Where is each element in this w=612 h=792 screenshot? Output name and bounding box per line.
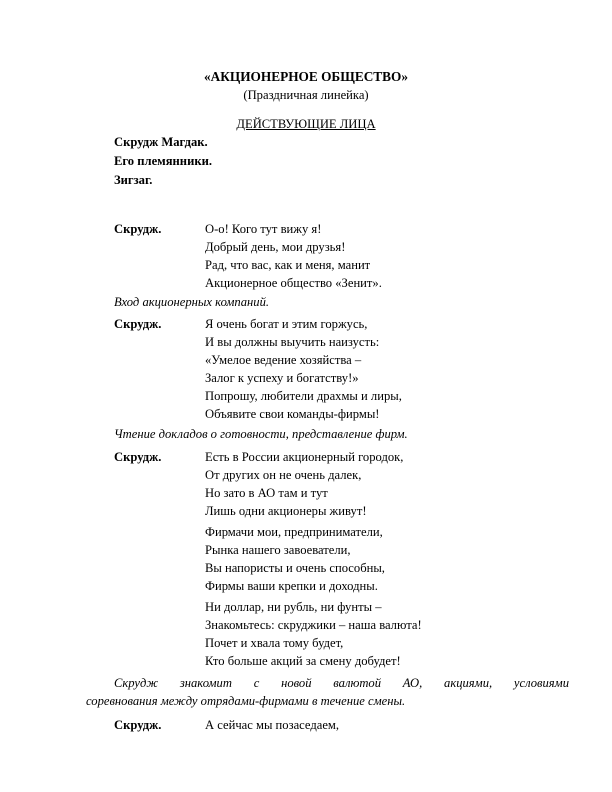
verse-line: Добрый день, мои друзья! bbox=[205, 240, 346, 254]
verse-line: О-о! Кого тут вижу я! bbox=[205, 222, 322, 236]
verse-line: Объявите свои команды-фирмы! bbox=[205, 407, 380, 421]
speaker-label: Скрудж. bbox=[114, 222, 162, 236]
verse-line: Рад, что вас, как и меня, манит bbox=[205, 258, 371, 272]
speaker-label: Скрудж. bbox=[114, 450, 162, 464]
verse-line: Лишь одни акционеры живут! bbox=[205, 504, 367, 518]
verse-line: Знакомьтесь: скруджики – наша валюта! bbox=[205, 618, 422, 632]
stage-direction: Вход акционерных компаний. bbox=[114, 295, 270, 309]
stage-direction: соревнования между отрядами-фирмами в течение смены. bbox=[86, 694, 406, 708]
cast-heading: ДЕЙСТВУЮЩИЕ ЛИЦА bbox=[236, 117, 376, 131]
verse-line: Фирмы ваши крепки и доходны. bbox=[205, 579, 378, 593]
verse-line: Попрошу, любители драхмы и лиры, bbox=[205, 389, 402, 403]
speaker-label: Скрудж. bbox=[114, 317, 162, 331]
verse-line: Но зато в АО там и тут bbox=[205, 486, 328, 500]
verse-line: «Умелое ведение хозяйства – bbox=[205, 353, 362, 367]
speaker-label: Скрудж. bbox=[114, 718, 162, 732]
verse-line: Вы напористы и очень способны, bbox=[205, 561, 385, 575]
verse-line: Фирмачи мои, предприниматели, bbox=[205, 525, 383, 539]
document-subtitle: (Праздничная линейка) bbox=[243, 88, 369, 102]
verse-line: Акционерное общество «Зенит». bbox=[205, 276, 382, 290]
cast-member: Его племянники. bbox=[114, 154, 212, 168]
verse-line: Почет и хвала тому будет, bbox=[205, 636, 344, 650]
verse-line: Рынка нашего завоеватели, bbox=[205, 543, 351, 557]
verse-line: Ни доллар, ни рубль, ни фунты – bbox=[205, 600, 382, 614]
verse-line: А сейчас мы позаседаем, bbox=[205, 718, 340, 732]
verse-line: От других он не очень далек, bbox=[205, 468, 362, 482]
verse-line: Кто больше акций за смену добудет! bbox=[205, 654, 401, 668]
document-title: «АКЦИОНЕРНОЕ ОБЩЕСТВО» bbox=[203, 69, 409, 84]
stage-direction: Чтение докладов о готовности, представление фирм. bbox=[114, 427, 408, 441]
stage-direction: Скрудж знакомит с новой валютой АО, акциями, условиями bbox=[114, 676, 569, 690]
cast-member: Скрудж Магдак. bbox=[114, 135, 208, 149]
verse-line: Есть в России акционерный городок, bbox=[205, 450, 404, 464]
verse-line: И вы должны выучить наизусть: bbox=[205, 335, 380, 349]
verse-line: Я очень богат и этим горжусь, bbox=[205, 317, 368, 331]
verse-line: Залог к успеху и богатству!» bbox=[205, 371, 359, 385]
cast-member: Зигзаг. bbox=[114, 173, 153, 187]
